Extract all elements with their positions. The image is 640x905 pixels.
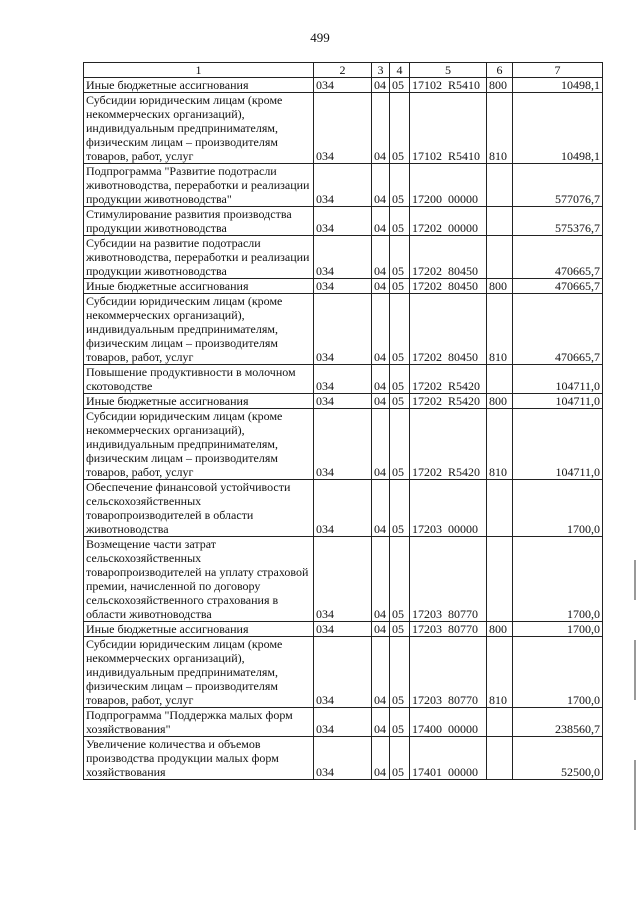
cell-col5: 17202 00000 [410, 207, 487, 236]
table-row [84, 737, 603, 780]
table-row [84, 279, 603, 294]
cell-col4: 05 [390, 480, 410, 537]
cell-col5: 17203 00000 [410, 480, 487, 537]
table-row [84, 480, 603, 537]
cell-col3: 04 [372, 207, 390, 236]
cell-col2: 034 [314, 164, 372, 207]
cell-col7: 104711,0 [513, 365, 603, 394]
table-row [84, 236, 603, 279]
cell-col6: 810 [487, 93, 513, 164]
cell-col3: 04 [372, 637, 390, 708]
row-name: Иные бюджетные ассигнования [84, 279, 314, 294]
cell-col2: 034 [314, 622, 372, 637]
cell-col3: 04 [372, 622, 390, 637]
cell-col6 [487, 236, 513, 279]
cell-col7: 10498,1 [513, 93, 603, 164]
cell-col6 [487, 365, 513, 394]
cell-col4: 05 [390, 637, 410, 708]
cell-col2: 034 [314, 537, 372, 622]
header-cell: 3 [372, 63, 390, 78]
table-row [84, 409, 603, 480]
cell-col7: 1700,0 [513, 622, 603, 637]
cell-col3: 04 [372, 164, 390, 207]
cell-col2: 034 [314, 294, 372, 365]
cell-col2: 034 [314, 279, 372, 294]
cell-col5: 17203 80770 [410, 537, 487, 622]
header-cell: 7 [513, 63, 603, 78]
cell-col2: 034 [314, 236, 372, 279]
cell-col3: 04 [372, 294, 390, 365]
table-row [84, 207, 603, 236]
cell-col6 [487, 737, 513, 780]
cell-col2: 034 [314, 708, 372, 737]
cell-col6: 810 [487, 294, 513, 365]
row-name: Иные бюджетные ассигнования [84, 622, 314, 637]
header-cell: 1 [84, 63, 314, 78]
cell-col4: 05 [390, 622, 410, 637]
cell-col3: 04 [372, 480, 390, 537]
cell-col4: 05 [390, 294, 410, 365]
row-name: Субсидии юридическим лицам (кроме некоммерческих организаций), индивидуальным предпринимателям, физическим лицам – производителям товаров, работ, услуг [84, 93, 314, 164]
page-number: 499 [310, 30, 330, 45]
table-row [84, 78, 603, 93]
scan-edge-mark [634, 640, 636, 700]
row-name: Увеличение количества и объемов производства продукции малых форм хозяйствования [84, 737, 314, 780]
row-name: Подпрограмма "Развитие подотрасли животноводства, переработки и реализации продукции животноводства" [84, 164, 314, 207]
cell-col4: 05 [390, 365, 410, 394]
cell-col5: 17200 00000 [410, 164, 487, 207]
cell-col3: 04 [372, 93, 390, 164]
cell-col7: 1700,0 [513, 537, 603, 622]
cell-col7: 470665,7 [513, 294, 603, 365]
cell-col6: 800 [487, 279, 513, 294]
cell-col6 [487, 708, 513, 737]
cell-col6: 800 [487, 78, 513, 93]
cell-col7: 104711,0 [513, 394, 603, 409]
cell-col5: 17202 80450 [410, 279, 487, 294]
cell-col3: 04 [372, 737, 390, 780]
cell-col3: 04 [372, 279, 390, 294]
header-cell: 6 [487, 63, 513, 78]
scan-edge-mark [634, 560, 636, 600]
header-cell: 5 [410, 63, 487, 78]
cell-col6: 800 [487, 394, 513, 409]
row-name: Субсидии юридическим лицам (кроме некоммерческих организаций), индивидуальным предпринимателям, физическим лицам – производителям товаров, работ, услуг [84, 294, 314, 365]
row-name: Субсидии юридическим лицам (кроме некоммерческих организаций), индивидуальным предпринимателям, физическим лицам – производителям товаров, работ, услуг [84, 409, 314, 480]
cell-col6 [487, 164, 513, 207]
cell-col7: 575376,7 [513, 207, 603, 236]
cell-col6 [487, 480, 513, 537]
cell-col2: 034 [314, 78, 372, 93]
table-row [84, 394, 603, 409]
cell-col2: 034 [314, 480, 372, 537]
table-row [84, 294, 603, 365]
cell-col5: 17202 R5420 [410, 394, 487, 409]
cell-col5: 17203 80770 [410, 622, 487, 637]
row-name: Подпрограмма "Поддержка малых форм хозяйствования" [84, 708, 314, 737]
cell-col2: 034 [314, 365, 372, 394]
cell-col3: 04 [372, 708, 390, 737]
cell-col7: 238560,7 [513, 708, 603, 737]
cell-col3: 04 [372, 365, 390, 394]
cell-col7: 470665,7 [513, 279, 603, 294]
cell-col3: 04 [372, 78, 390, 93]
cell-col5: 17202 R5420 [410, 409, 487, 480]
table-row [84, 708, 603, 737]
cell-col3: 04 [372, 537, 390, 622]
row-name: Иные бюджетные ассигнования [84, 394, 314, 409]
cell-col5: 17102 R5410 [410, 93, 487, 164]
cell-col6: 810 [487, 637, 513, 708]
cell-col3: 04 [372, 409, 390, 480]
cell-col6 [487, 207, 513, 236]
row-name: Субсидии юридическим лицам (кроме некоммерческих организаций), индивидуальным предпринимателям, физическим лицам – производителям товаров, работ, услуг [84, 637, 314, 708]
cell-col7: 104711,0 [513, 409, 603, 480]
cell-col2: 034 [314, 737, 372, 780]
cell-col7: 470665,7 [513, 236, 603, 279]
cell-col5: 17400 00000 [410, 708, 487, 737]
table-row [84, 622, 603, 637]
cell-col7: 1700,0 [513, 480, 603, 537]
cell-col4: 05 [390, 409, 410, 480]
table-row [84, 164, 603, 207]
cell-col4: 05 [390, 708, 410, 737]
cell-col5: 17202 80450 [410, 236, 487, 279]
cell-col5: 17401 00000 [410, 737, 487, 780]
cell-col7: 52500,0 [513, 737, 603, 780]
cell-col2: 034 [314, 207, 372, 236]
cell-col2: 034 [314, 409, 372, 480]
cell-col4: 05 [390, 78, 410, 93]
budget-table [83, 62, 603, 780]
cell-col5: 17102 R5410 [410, 78, 487, 93]
row-name: Субсидии на развитие подотрасли животноводства, переработки и реализации продукции животноводства [84, 236, 314, 279]
table-row [84, 365, 603, 394]
cell-col5: 17203 80770 [410, 637, 487, 708]
cell-col6: 800 [487, 622, 513, 637]
table-row [84, 637, 603, 708]
cell-col6: 810 [487, 409, 513, 480]
cell-col5: 17202 80450 [410, 294, 487, 365]
table-header-row [84, 63, 603, 78]
cell-col3: 04 [372, 394, 390, 409]
row-name: Стимулирование развития производства продукции животноводства [84, 207, 314, 236]
cell-col2: 034 [314, 637, 372, 708]
cell-col7: 1700,0 [513, 637, 603, 708]
cell-col4: 05 [390, 164, 410, 207]
cell-col4: 05 [390, 394, 410, 409]
cell-col6 [487, 537, 513, 622]
row-name: Повышение продуктивности в молочном скотоводстве [84, 365, 314, 394]
cell-col4: 05 [390, 737, 410, 780]
cell-col4: 05 [390, 207, 410, 236]
cell-col2: 034 [314, 394, 372, 409]
cell-col4: 05 [390, 236, 410, 279]
cell-col4: 05 [390, 537, 410, 622]
header-cell: 2 [314, 63, 372, 78]
row-name: Возмещение части затрат сельскохозяйственных товаропроизводителей на уплату страховой премии, начисленной по договору сельскохозяйственного страхования в области животноводства [84, 537, 314, 622]
table-row [84, 537, 603, 622]
cell-col4: 05 [390, 93, 410, 164]
cell-col2: 034 [314, 93, 372, 164]
cell-col7: 577076,7 [513, 164, 603, 207]
cell-col7: 10498,1 [513, 78, 603, 93]
row-name: Обеспечение финансовой устойчивости сельскохозяйственных товаропроизводителей в области животноводства [84, 480, 314, 537]
cell-col4: 05 [390, 279, 410, 294]
cell-col3: 04 [372, 236, 390, 279]
scan-edge-mark [634, 760, 636, 830]
row-name: Иные бюджетные ассигнования [84, 78, 314, 93]
table-row [84, 93, 603, 164]
cell-col5: 17202 R5420 [410, 365, 487, 394]
header-cell: 4 [390, 63, 410, 78]
